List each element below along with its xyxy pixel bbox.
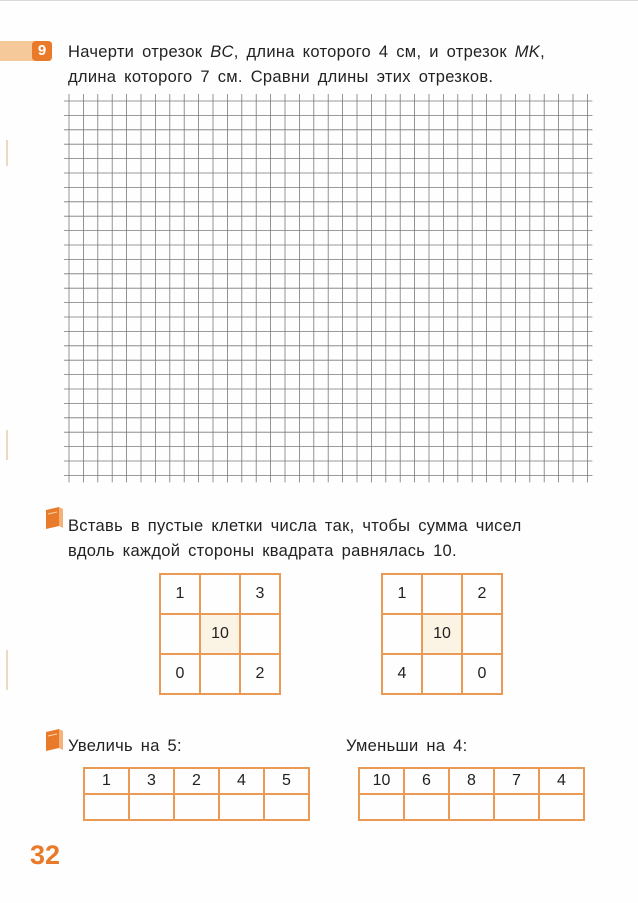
- value-cell: 1: [84, 768, 129, 794]
- value-cell: 10: [359, 768, 404, 794]
- squares-task-line-1: Вставь в пустые клетки числа так, чтобы сумма чисел: [68, 517, 522, 535]
- page-number: 32: [30, 840, 61, 870]
- book-icon: [44, 506, 64, 530]
- answer-cell[interactable]: [539, 794, 584, 820]
- number-badge-icon: [0, 41, 52, 61]
- answer-cell[interactable]: [129, 794, 174, 820]
- increase-table: [83, 767, 310, 821]
- graph-paper-grid[interactable]: [64, 94, 594, 486]
- value-cell: 2: [174, 768, 219, 794]
- square-cell-empty[interactable]: [200, 654, 240, 694]
- square-cell: 2: [462, 574, 502, 614]
- square-cell-empty[interactable]: [200, 574, 240, 614]
- answer-cell[interactable]: [359, 794, 404, 820]
- square-cell: 4: [382, 654, 422, 694]
- square-cell-empty[interactable]: [160, 614, 200, 654]
- decrease-answer-row: [359, 794, 584, 820]
- square-cell-empty[interactable]: [422, 654, 462, 694]
- value-cell: 4: [219, 768, 264, 794]
- increase-label: Увеличь на 5:: [68, 737, 182, 755]
- task-number: 9: [32, 41, 52, 61]
- increase-answer-row: [84, 794, 309, 820]
- decrease-table: [358, 767, 585, 821]
- answer-cell[interactable]: [404, 794, 449, 820]
- margin-mark: [6, 650, 8, 690]
- task-9-text: [68, 40, 545, 90]
- square-cell-empty[interactable]: [382, 614, 422, 654]
- segment-mk: MK: [514, 43, 541, 61]
- value-cell: 4: [539, 768, 584, 794]
- page-top-rule: [0, 0, 638, 1]
- answer-cell[interactable]: [494, 794, 539, 820]
- square-cell: 2: [240, 654, 280, 694]
- task-9-line-2: длина которого 7 см. Сравни длины этих отрезков.: [68, 68, 494, 86]
- decrease-label: Уменьши на 4:: [346, 737, 468, 755]
- answer-cell[interactable]: [219, 794, 264, 820]
- squares-task-line-2: вдоль каждой стороны квадрата равнялась 10.: [68, 542, 457, 560]
- magic-square-2: [381, 573, 503, 695]
- margin-mark: [6, 430, 8, 460]
- value-cell: 7: [494, 768, 539, 794]
- task-9-line-1: Начерти отрезок BC, длина которого 4 см, и отрезок MK,: [68, 43, 545, 61]
- square-cell-empty[interactable]: [422, 574, 462, 614]
- increase-values-row: [84, 768, 309, 794]
- square-cell: 0: [462, 654, 502, 694]
- value-cell: 3: [129, 768, 174, 794]
- value-cell: 6: [404, 768, 449, 794]
- value-cell: 5: [264, 768, 309, 794]
- segment-bc: BC: [210, 43, 234, 61]
- square-cell: 3: [240, 574, 280, 614]
- square-center-sum: 10: [200, 614, 240, 654]
- margin-mark: [6, 140, 8, 166]
- answer-cell[interactable]: [264, 794, 309, 820]
- square-cell: 1: [160, 574, 200, 614]
- book-icon: [44, 728, 64, 752]
- value-cell: 8: [449, 768, 494, 794]
- square-cell-empty[interactable]: [462, 614, 502, 654]
- decrease-values-row: [359, 768, 584, 794]
- answer-cell[interactable]: [174, 794, 219, 820]
- square-cell-empty[interactable]: [240, 614, 280, 654]
- square-center-sum: 10: [422, 614, 462, 654]
- square-cell: 0: [160, 654, 200, 694]
- answer-cell[interactable]: [84, 794, 129, 820]
- square-cell: 1: [382, 574, 422, 614]
- squares-task-text: [68, 514, 522, 564]
- magic-square-1: [159, 573, 281, 695]
- answer-cell[interactable]: [449, 794, 494, 820]
